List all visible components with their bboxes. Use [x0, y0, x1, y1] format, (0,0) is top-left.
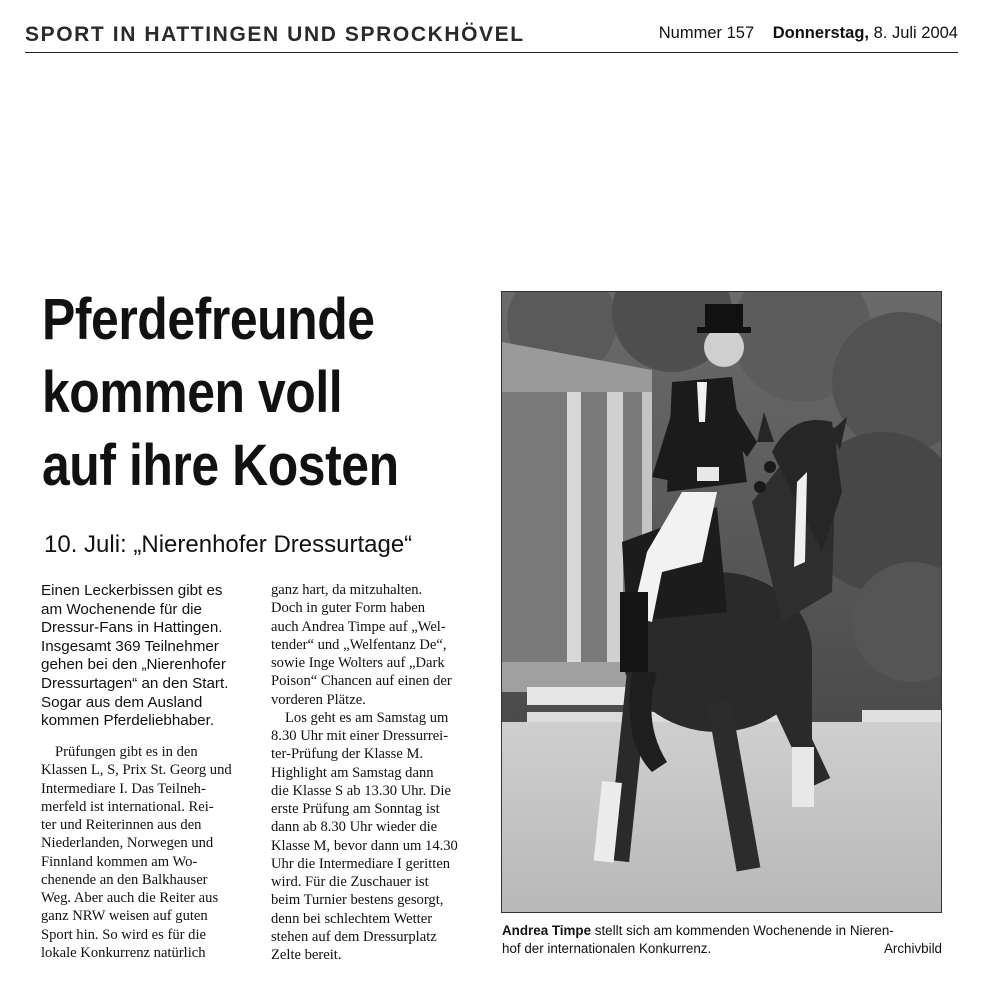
news-photo: [501, 291, 942, 913]
body-line: stehen auf dem Dressurplatz: [271, 928, 437, 945]
body-line: Sport hin. So wird es für die: [41, 926, 206, 943]
lead-line: Insgesamt 369 Teilnehmer: [41, 637, 219, 655]
body-line: beim Turnier bestens gesorgt,: [271, 892, 444, 909]
body-line: Prüfungen gibt es in den: [55, 744, 198, 760]
body-line: denn bei schlechtem Wetter: [271, 910, 433, 927]
body-line: Uhr die Intermediare I geritten: [271, 855, 451, 872]
body-line: Klassen L, S, Prix St. Georg und: [41, 762, 232, 779]
body-line: die Klasse S ab 13.30 Uhr. Die: [271, 782, 451, 799]
body-line: 8.30 Uhr mit einer Dressurrei-: [271, 728, 449, 744]
body-line: Los geht es am Samstag um: [285, 709, 449, 726]
caption-text: stellt sich am kommenden Wochenende in Nieren-: [591, 923, 894, 938]
photo-credit: Archivbild: [883, 941, 942, 956]
body-line: Zelte bereit.: [271, 947, 342, 963]
headline-line: auf ihre Kosten: [42, 433, 399, 498]
body-line: Poison“ Chancen auf einen der: [271, 673, 452, 690]
lead-line: gehen bei den „Nierenhofer: [41, 656, 226, 674]
body-line: erste Prüfung am Sonntag ist: [271, 801, 440, 817]
body-line: vorderen Plätze.: [271, 691, 366, 708]
body-line: ganz hart, da mitzuhalten.: [271, 582, 423, 598]
body-line: tender“ und „Welfentanz De“,: [271, 636, 447, 653]
photo-caption: [502, 922, 942, 958]
issue-info: [659, 24, 958, 43]
body-line: lokale Konkurrenz natürlich: [41, 944, 206, 961]
body-line: dann ab 8.30 Uhr wieder die: [271, 819, 438, 836]
section-title: SPORT IN HATTINGEN UND SPROCKHÖVEL: [25, 23, 525, 46]
lead-line: Dressur-Fans in Hattingen.: [41, 619, 223, 637]
body-line: Klasse M, bevor dann um 14.30: [271, 837, 458, 854]
lead-line: Sogar aus dem Ausland: [41, 693, 203, 711]
issue-number: Nummer 157: [658, 24, 755, 42]
body-column-1: [41, 743, 251, 962]
caption-name: Andrea Timpe: [502, 923, 592, 938]
body-line: ter-Prüfung der Klasse M.: [271, 746, 424, 763]
body-line: chenende an den Balkhauser: [41, 871, 208, 888]
headline: [42, 283, 412, 502]
body-line: Intermediare I. Das Teilneh-: [41, 780, 206, 797]
caption-line-1: [502, 922, 942, 940]
lead-line: Dressurtagen“ an den Start.: [41, 674, 229, 692]
body-line: wird. Für die Zuschauer ist: [271, 874, 429, 890]
issue-weekday: Donnerstag,: [772, 24, 869, 42]
lead-line: kommen Pferdeliebhaber.: [41, 712, 215, 730]
body-line: Highlight am Samstag dann: [271, 764, 434, 781]
lead-line: am Wochenende für die: [41, 600, 202, 618]
issue-date: 8. Juli 2004: [873, 24, 958, 42]
masthead: [25, 20, 958, 53]
headline-line: kommen voll: [42, 360, 343, 425]
lead-paragraph: [41, 582, 256, 731]
rider-on-horse-photo: [502, 292, 941, 912]
headline-line: Pferdefreunde: [42, 287, 375, 352]
body-line: Doch in guter Form haben: [271, 600, 426, 617]
body-line: Finnland kommen am Wo-: [41, 853, 198, 870]
body-line: merfeld ist international. Rei-: [41, 798, 214, 815]
body-column-2: [271, 581, 482, 964]
body-line: Weg. Aber auch die Reiter aus: [41, 890, 219, 906]
body-line: ganz NRW weisen auf guten: [41, 908, 208, 925]
caption-line-2: hof der internationalen Konkurrenz.: [502, 941, 712, 956]
body-line: auch Andrea Timpe auf „Wel-: [271, 618, 446, 635]
subheadline: 10. Juli: „Nierenhofer Dressurtage“: [44, 531, 413, 558]
body-line: Niederlanden, Norwegen und: [41, 835, 214, 852]
body-line: sowie Inge Wolters auf „Dark: [271, 655, 445, 671]
body-line: ter und Reiterinnen aus den: [41, 817, 202, 833]
lead-line: Einen Leckerbissen gibt es: [41, 582, 223, 599]
